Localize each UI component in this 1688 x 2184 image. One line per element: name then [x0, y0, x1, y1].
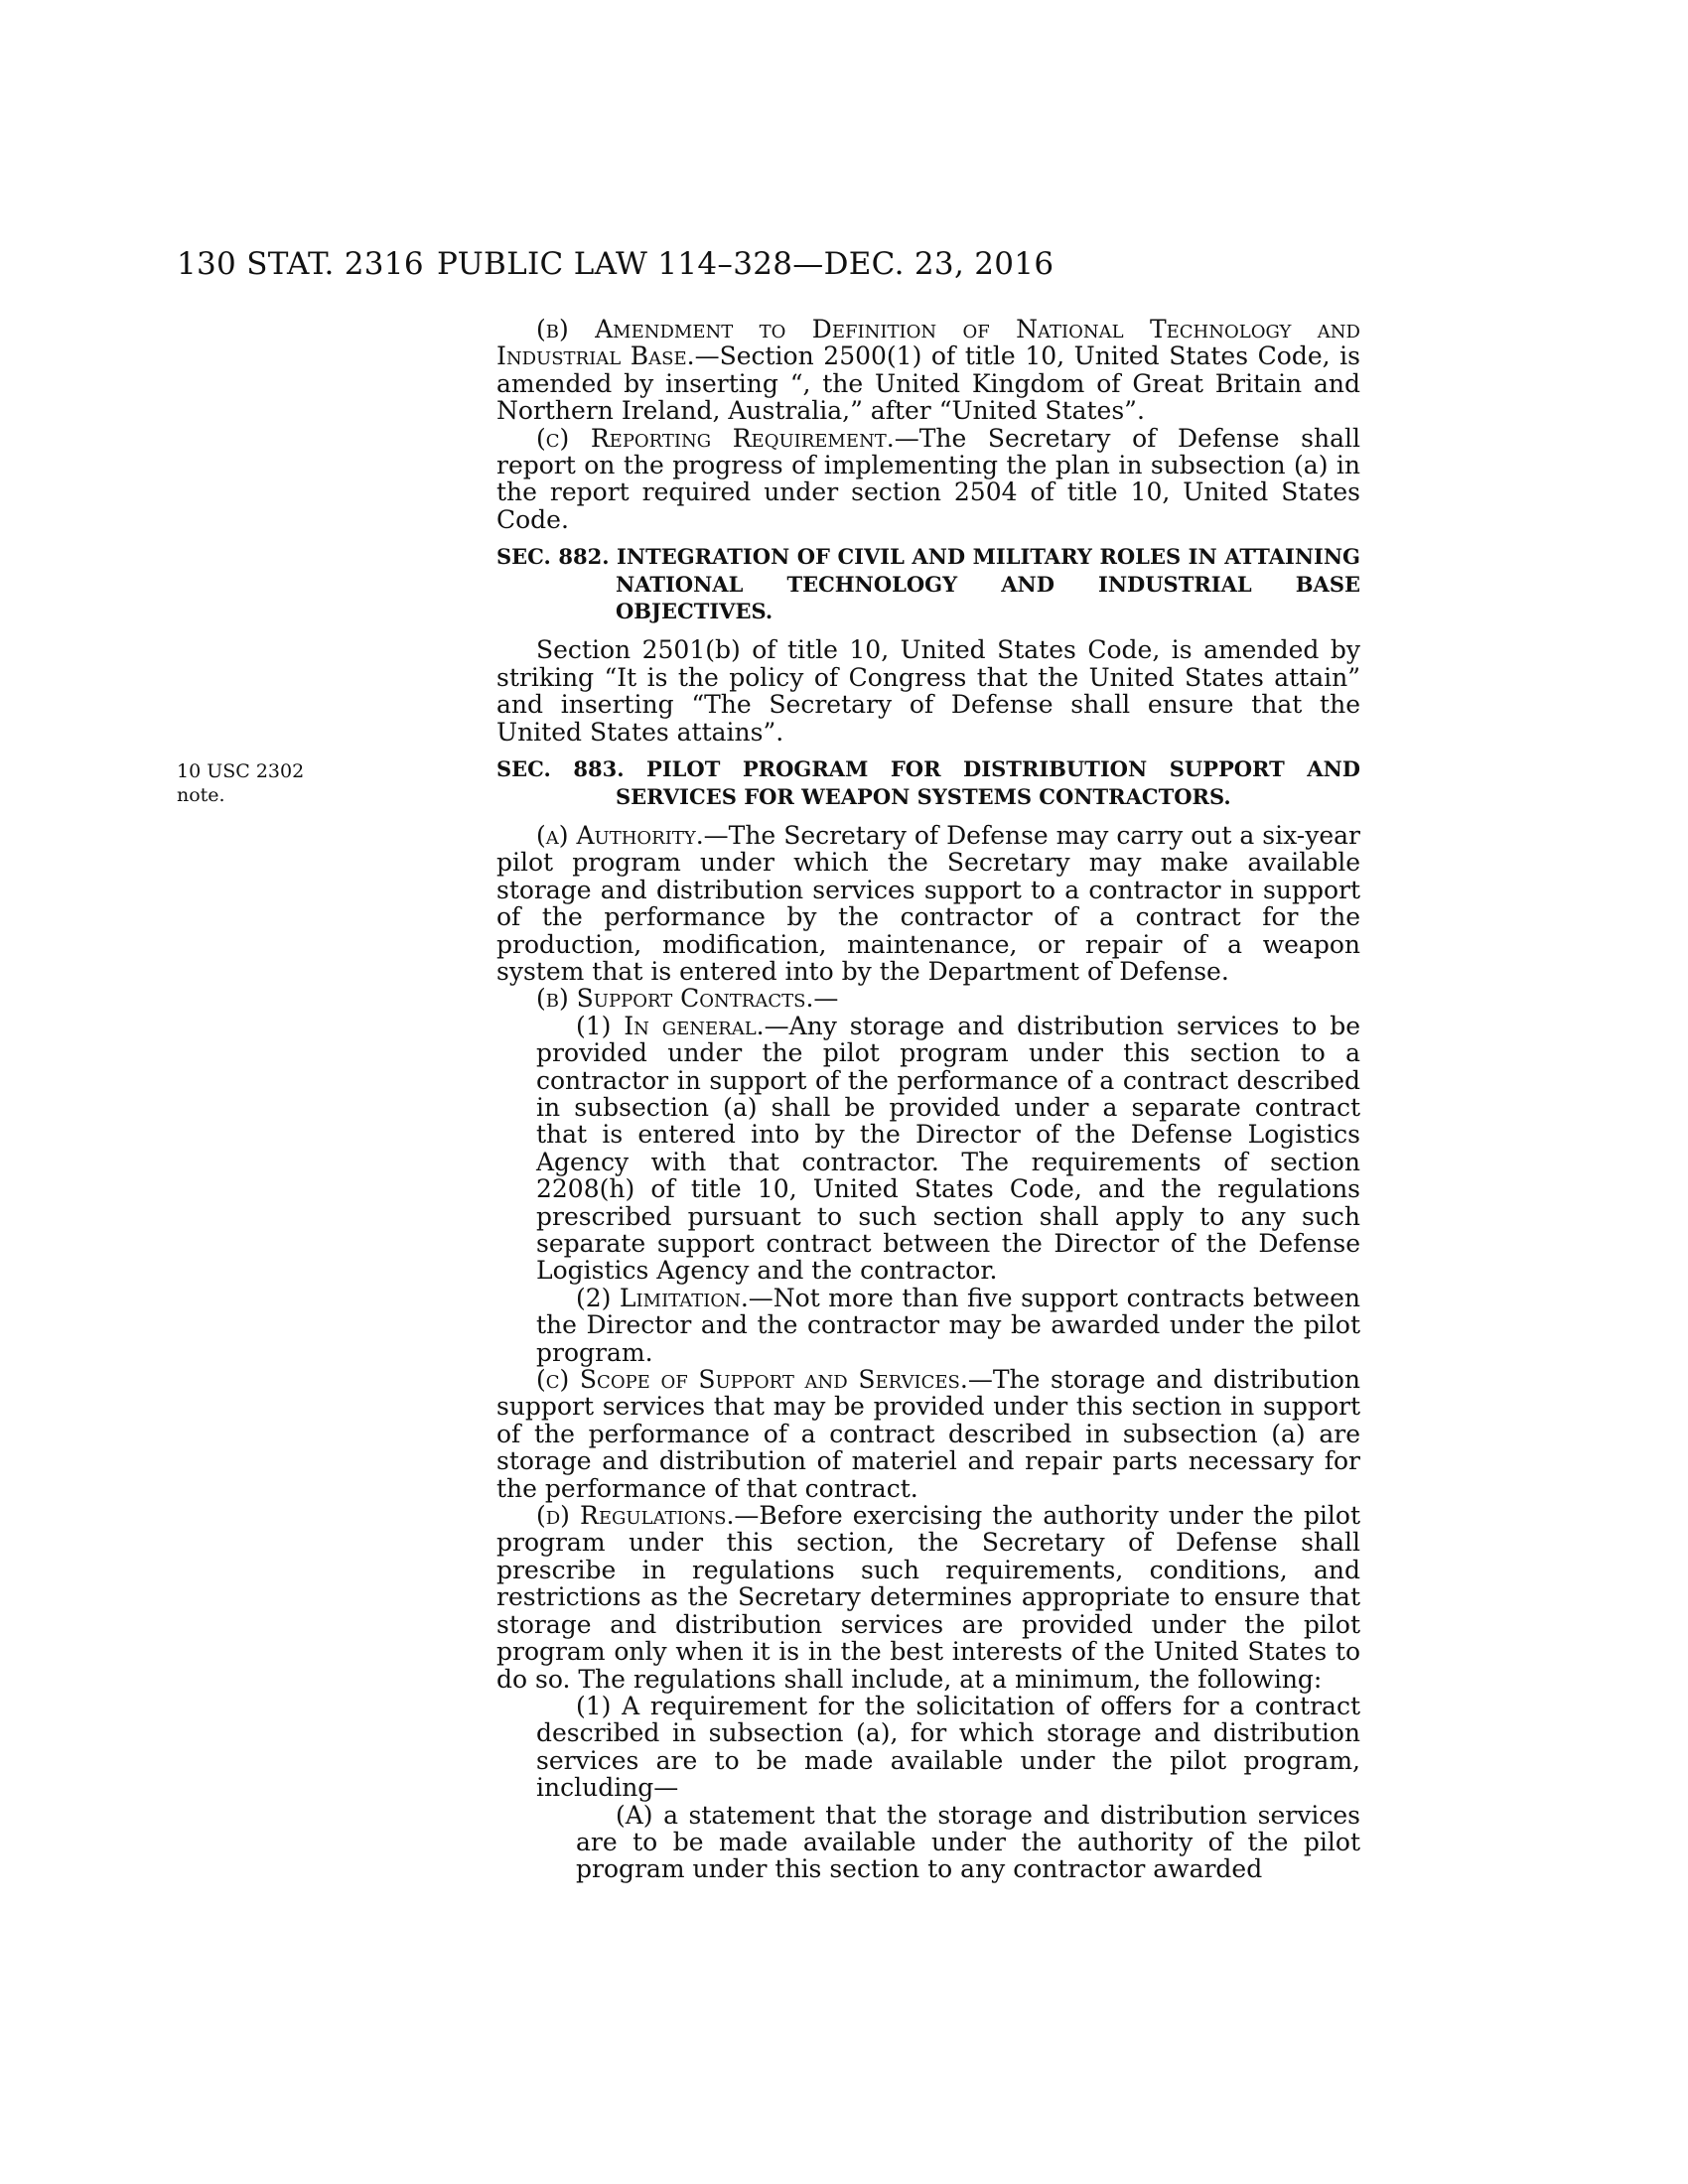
- document-body: [496, 316, 1360, 1883]
- margin-note-citation: 10 USC 2302: [177, 760, 305, 782]
- section-882-heading: SEC. 882. INTEGRATION OF CIVIL AND MILITARY ROLES IN ATTAINING NATIONAL TECHNOLOGY AND INDUSTRIAL BASE OBJECTIVES.: [496, 544, 1360, 624]
- subsection-heading: (a) Authority.: [536, 820, 704, 850]
- subsection-heading: (c) Reporting Requirement.: [536, 423, 895, 453]
- section-883-heading: SEC. 883. PILOT PROGRAM FOR DISTRIBUTION SUPPORT AND SERVICES FOR WEAPON SYSTEMS CONTRACTORS.: [496, 756, 1360, 809]
- section-882-text: Section 2501(b) of title 10, United States Code, is amended by striking “It is the policy of Congress that the United States attain” and inserting “The Secretary of Defense shall ensure that the United States attains”.: [496, 635, 1360, 747]
- subsection-d-regulations: [496, 1502, 1360, 1693]
- paragraph-heading: (2) Limitation.: [576, 1283, 749, 1312]
- paragraph-text: —Any storage and distribution services to be provided under the pilot program under this section to a contractor in support of the performance of a contract described in subsection (a) shall be provided under a separate contract that is entered into by the Director of the Defense Logistics Agency with that contractor. The requirements of section 2208(h) of title 10, United States Code, and the regulations prescribed pursuant to such section shall apply to any such separate support contract between the Director of the Defense Logistics Agency and the contractor.: [536, 1011, 1360, 1286]
- subsection-c-scope: [496, 1366, 1360, 1502]
- subsection-b-amendment: [496, 316, 1360, 425]
- subsection-a-authority: [496, 822, 1360, 985]
- subsection-text: —Section 2500(1) of title 10, United States Code, is amended by inserting “, the United Kingdom of Great Britain and Northern Ireland, Australia,” after “United States”.: [496, 341, 1360, 426]
- subsection-c-reporting: [496, 425, 1360, 534]
- subsection-heading: (b) Amendment to Definition of National Technology and Industrial Base.: [496, 315, 1360, 371]
- paragraph-text: —Not more than five support contracts between the Director and the contractor may be awarded under the pilot program.: [536, 1283, 1360, 1367]
- subparagraph-d1A: (A) a statement that the storage and distribution services are to be made available under the authority of the pilot program under this section to any contractor awarded: [576, 1800, 1360, 1884]
- subsection-text: —The storage and distribution support services that may be provided under this section in support of the performance of a contract described in subsection (a) are storage and distribution of materiel and repair parts necessary for the performance of that contract.: [496, 1365, 1361, 1503]
- paragraph-d1: (1) A requirement for the solicitation of offers for a contract described in subsection (a), for which storage and distribution services are to be made available under the pilot program, including—: [536, 1691, 1360, 1803]
- subsection-b-support-contracts: [496, 985, 1360, 1012]
- subsection-text: —Before exercising the authority under the pilot program under this section, the Secretary of Defense shall prescribe in regulations such requirements, conditions, and restrictions as the Secretary determines appropriate to ensure that storage and distribution services are provided under the pilot program only when it is in the best interests of the United States to do so. The regulations shall include, at a minimum, the following:: [496, 1501, 1361, 1694]
- margin-note-label: note.: [177, 784, 225, 806]
- margin-note: [177, 759, 336, 807]
- statute-page-number: 130 STAT. 2316: [177, 246, 424, 282]
- subsection-heading: (b) Support Contracts.: [536, 984, 814, 1014]
- subsection-heading: (d) Regulations.: [536, 1501, 735, 1531]
- page-header: [177, 246, 1224, 286]
- paragraph-b2-limitation: [496, 1285, 1360, 1366]
- subsection-text: —The Secretary of Defense shall report on the progress of implementing the plan in subsection (a) in the report required under section 2504 of title 10, United States Code.: [496, 423, 1360, 534]
- paragraph-b1-in-general: [496, 1013, 1360, 1285]
- paragraph-heading: (1) In general.: [576, 1011, 765, 1040]
- subsection-heading: (c) Scope of Support and Services.: [536, 1365, 968, 1395]
- public-law-citation: PUBLIC LAW 114–328—DEC. 23, 2016: [437, 246, 1055, 282]
- subsection-text: —: [813, 984, 839, 1014]
- subsection-text: —The Secretary of Defense may carry out a six-year pilot program under which the Secretary may make available storage and distribution services support to a contractor in support of the performance by the contractor of a contract for the production, modification, maintenance, or repair of a weapon system that is entered into by the Department of Defense.: [496, 820, 1360, 986]
